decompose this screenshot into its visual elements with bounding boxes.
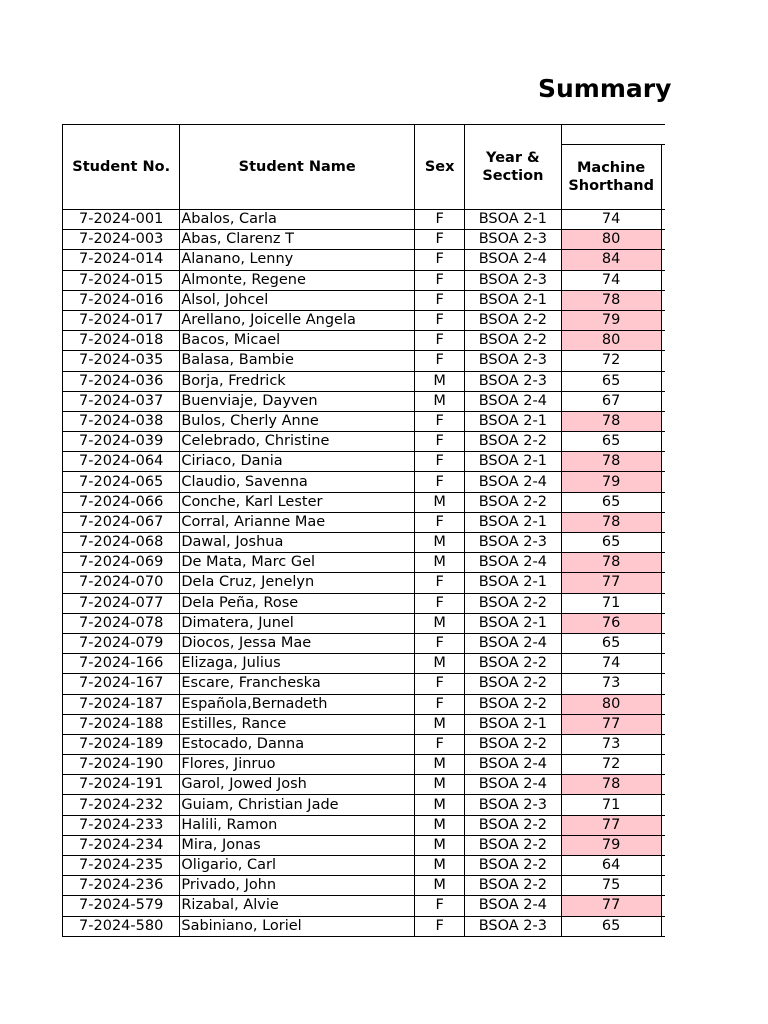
cell-next-column[interactable] [661, 391, 665, 411]
cell-student-no[interactable]: 7-2024-038 [63, 411, 180, 431]
cell-student-name[interactable]: Oligario, Carl [180, 856, 415, 876]
cell-year-section[interactable]: BSOA 2-2 [465, 654, 561, 674]
cell-sex[interactable]: F [415, 351, 465, 371]
cell-machine-shorthand[interactable]: 77 [561, 815, 661, 835]
cell-next-column[interactable] [661, 371, 665, 391]
cell-sex[interactable]: M [415, 755, 465, 775]
cell-student-name[interactable]: Rizabal, Alvie [180, 896, 415, 916]
cell-year-section[interactable]: BSOA 2-2 [465, 674, 561, 694]
cell-year-section[interactable]: BSOA 2-2 [465, 856, 561, 876]
cell-student-name[interactable]: Española,Bernadeth [180, 694, 415, 714]
cell-year-section[interactable]: BSOA 2-2 [465, 492, 561, 512]
cell-sex[interactable]: F [415, 573, 465, 593]
cell-next-column[interactable] [661, 734, 665, 754]
cell-next-column[interactable] [661, 452, 665, 472]
cell-sex[interactable]: F [415, 230, 465, 250]
cell-sex[interactable]: M [415, 775, 465, 795]
cell-student-name[interactable]: Abalos, Carla [180, 210, 415, 230]
cell-machine-shorthand[interactable]: 67 [561, 391, 661, 411]
col-header-student-name[interactable]: Student Name [180, 125, 415, 210]
cell-year-section[interactable]: BSOA 2-4 [465, 896, 561, 916]
cell-sex[interactable]: F [415, 290, 465, 310]
cell-sex[interactable]: F [415, 331, 465, 351]
cell-student-name[interactable]: Borja, Fredrick [180, 371, 415, 391]
cell-year-section[interactable]: BSOA 2-4 [465, 755, 561, 775]
cell-student-name[interactable]: Sabiniano, Loriel [180, 916, 415, 936]
cell-machine-shorthand[interactable]: 65 [561, 533, 661, 553]
table-row[interactable] [63, 250, 666, 270]
cell-student-no[interactable]: 7-2024-580 [63, 916, 180, 936]
cell-sex[interactable]: F [415, 916, 465, 936]
col-header-machine-shorthand[interactable] [561, 145, 661, 210]
cell-student-name[interactable]: Celebrado, Christine [180, 432, 415, 452]
cell-year-section[interactable]: BSOA 2-1 [465, 714, 561, 734]
cell-year-section[interactable]: BSOA 2-2 [465, 734, 561, 754]
cell-student-name[interactable]: Halili, Ramon [180, 815, 415, 835]
cell-next-column[interactable] [661, 795, 665, 815]
cell-student-no[interactable]: 7-2024-068 [63, 533, 180, 553]
cell-student-name[interactable]: Estocado, Danna [180, 734, 415, 754]
cell-machine-shorthand[interactable]: 80 [561, 230, 661, 250]
cell-machine-shorthand[interactable]: 73 [561, 734, 661, 754]
cell-student-name[interactable]: Estilles, Rance [180, 714, 415, 734]
cell-machine-shorthand[interactable]: 73 [561, 674, 661, 694]
table-row[interactable] [63, 411, 666, 431]
cell-sex[interactable]: M [415, 553, 465, 573]
cell-student-name[interactable]: Abas, Clarenz T [180, 230, 415, 250]
cell-student-name[interactable]: Elizaga, Julius [180, 654, 415, 674]
cell-machine-shorthand[interactable]: 74 [561, 270, 661, 290]
cell-sex[interactable]: F [415, 452, 465, 472]
table-row[interactable] [63, 633, 666, 653]
cell-next-column[interactable] [661, 512, 665, 532]
cell-next-column[interactable] [661, 916, 665, 936]
cell-student-no[interactable]: 7-2024-003 [63, 230, 180, 250]
cell-machine-shorthand[interactable]: 78 [561, 290, 661, 310]
cell-student-no[interactable]: 7-2024-070 [63, 573, 180, 593]
table-row[interactable] [63, 210, 666, 230]
cell-year-section[interactable]: BSOA 2-1 [465, 210, 561, 230]
cell-machine-shorthand[interactable]: 65 [561, 916, 661, 936]
cell-student-no[interactable]: 7-2024-236 [63, 876, 180, 896]
cell-student-no[interactable]: 7-2024-039 [63, 432, 180, 452]
cell-student-no[interactable]: 7-2024-065 [63, 472, 180, 492]
table-row[interactable] [63, 391, 666, 411]
cell-student-no[interactable]: 7-2024-037 [63, 391, 180, 411]
cell-year-section[interactable]: BSOA 2-1 [465, 613, 561, 633]
cell-student-no[interactable]: 7-2024-017 [63, 310, 180, 330]
cell-sex[interactable]: M [415, 492, 465, 512]
cell-student-no[interactable]: 7-2024-014 [63, 250, 180, 270]
cell-student-no[interactable]: 7-2024-067 [63, 512, 180, 532]
table-row[interactable] [63, 432, 666, 452]
cell-year-section[interactable]: BSOA 2-1 [465, 452, 561, 472]
cell-next-column[interactable] [661, 633, 665, 653]
cell-student-name[interactable]: Dela Cruz, Jenelyn [180, 573, 415, 593]
cell-machine-shorthand[interactable]: 77 [561, 896, 661, 916]
cell-sex[interactable]: M [415, 876, 465, 896]
machine-shorthand-label: Machine Shorthand [568, 160, 654, 194]
cell-machine-shorthand[interactable]: 71 [561, 593, 661, 613]
cell-student-name[interactable]: Escare, Francheska [180, 674, 415, 694]
table-row[interactable] [63, 310, 666, 330]
cell-next-column[interactable] [661, 856, 665, 876]
cell-machine-shorthand[interactable]: 72 [561, 351, 661, 371]
cell-student-no[interactable]: 7-2024-189 [63, 734, 180, 754]
cell-student-name[interactable]: Mira, Jonas [180, 835, 415, 855]
cell-student-name[interactable]: Dela Peña, Rose [180, 593, 415, 613]
cell-machine-shorthand[interactable]: 75 [561, 876, 661, 896]
cell-student-no[interactable]: 7-2024-018 [63, 331, 180, 351]
cell-next-column[interactable] [661, 573, 665, 593]
table-row[interactable] [63, 270, 666, 290]
cell-sex[interactable]: M [415, 856, 465, 876]
table-row[interactable] [63, 230, 666, 250]
cell-student-name[interactable]: Bacos, Micael [180, 331, 415, 351]
cell-next-column[interactable] [661, 331, 665, 351]
cell-student-no[interactable]: 7-2024-233 [63, 815, 180, 835]
cell-machine-shorthand[interactable]: 78 [561, 411, 661, 431]
cell-machine-shorthand[interactable]: 80 [561, 694, 661, 714]
year-section-label: Year & Section [482, 150, 544, 184]
cell-student-name[interactable]: Buenviaje, Dayven [180, 391, 415, 411]
table-row[interactable] [63, 492, 666, 512]
cell-sex[interactable]: F [415, 593, 465, 613]
cell-year-section[interactable]: BSOA 2-2 [465, 593, 561, 613]
cell-student-no[interactable]: 7-2024-077 [63, 593, 180, 613]
subject-group-header[interactable] [561, 125, 665, 145]
cell-next-column[interactable] [661, 835, 665, 855]
table-row[interactable] [63, 896, 666, 916]
cell-sex[interactable]: F [415, 734, 465, 754]
table-row[interactable] [63, 533, 666, 553]
cell-next-column[interactable] [661, 411, 665, 431]
cell-machine-shorthand[interactable]: 78 [561, 775, 661, 795]
cell-next-column[interactable] [661, 775, 665, 795]
cell-year-section[interactable]: BSOA 2-1 [465, 573, 561, 593]
cell-year-section[interactable]: BSOA 2-2 [465, 432, 561, 452]
cell-sex[interactable]: F [415, 432, 465, 452]
cell-machine-shorthand[interactable]: 84 [561, 250, 661, 270]
cell-machine-shorthand[interactable]: 77 [561, 714, 661, 734]
cell-next-column[interactable] [661, 230, 665, 250]
cell-year-section[interactable]: BSOA 2-4 [465, 775, 561, 795]
cell-sex[interactable]: F [415, 896, 465, 916]
cell-year-section[interactable]: BSOA 2-4 [465, 472, 561, 492]
table-row[interactable] [63, 734, 666, 754]
cell-year-section[interactable]: BSOA 2-3 [465, 533, 561, 553]
cell-student-name[interactable]: Dimatera, Junel [180, 613, 415, 633]
table-row[interactable] [63, 815, 666, 835]
cell-student-name[interactable]: Bulos, Cherly Anne [180, 411, 415, 431]
cell-machine-shorthand[interactable]: 65 [561, 633, 661, 653]
cell-year-section[interactable]: BSOA 2-2 [465, 331, 561, 351]
cell-student-no[interactable]: 7-2024-001 [63, 210, 180, 230]
cell-sex[interactable]: M [415, 654, 465, 674]
cell-sex[interactable]: M [415, 613, 465, 633]
cell-student-name[interactable]: Alsol, Johcel [180, 290, 415, 310]
cell-student-no[interactable]: 7-2024-064 [63, 452, 180, 472]
cell-sex[interactable]: F [415, 633, 465, 653]
cell-sex[interactable]: F [415, 210, 465, 230]
cell-sex[interactable]: F [415, 472, 465, 492]
table-row[interactable] [63, 775, 666, 795]
cell-year-section[interactable]: BSOA 2-4 [465, 553, 561, 573]
table-row[interactable] [63, 290, 666, 310]
cell-student-no[interactable]: 7-2024-579 [63, 896, 180, 916]
cell-student-name[interactable]: Corral, Arianne Mae [180, 512, 415, 532]
cell-next-column[interactable] [661, 310, 665, 330]
cell-next-column[interactable] [661, 351, 665, 371]
cell-student-no[interactable]: 7-2024-016 [63, 290, 180, 310]
cell-next-column[interactable] [661, 613, 665, 633]
cell-student-name[interactable]: Balasa, Bambie [180, 351, 415, 371]
cell-next-column[interactable] [661, 755, 665, 775]
cell-year-section[interactable]: BSOA 2-3 [465, 351, 561, 371]
cell-next-column[interactable] [661, 553, 665, 573]
page-title: Summary [538, 74, 672, 103]
table-row[interactable] [63, 755, 666, 775]
cell-next-column[interactable] [661, 250, 665, 270]
cell-next-column[interactable] [661, 714, 665, 734]
cell-student-name[interactable]: Dawal, Joshua [180, 533, 415, 553]
cell-sex[interactable]: M [415, 815, 465, 835]
cell-year-section[interactable]: BSOA 2-2 [465, 310, 561, 330]
cell-next-column[interactable] [661, 674, 665, 694]
cell-machine-shorthand[interactable]: 79 [561, 310, 661, 330]
cell-sex[interactable]: F [415, 694, 465, 714]
cell-student-name[interactable]: Almonte, Regene [180, 270, 415, 290]
cell-sex[interactable]: F [415, 270, 465, 290]
cell-year-section[interactable]: BSOA 2-1 [465, 411, 561, 431]
table-row[interactable] [63, 331, 666, 351]
cell-year-section[interactable]: BSOA 2-2 [465, 876, 561, 896]
table-row[interactable] [63, 654, 666, 674]
cell-student-no[interactable]: 7-2024-069 [63, 553, 180, 573]
cell-sex[interactable]: M [415, 835, 465, 855]
cell-sex[interactable]: M [415, 391, 465, 411]
cell-next-column[interactable] [661, 876, 665, 896]
cell-student-name[interactable]: Flores, Jinruo [180, 755, 415, 775]
cell-student-name[interactable]: Guiam, Christian Jade [180, 795, 415, 815]
cell-machine-shorthand[interactable]: 78 [561, 452, 661, 472]
table-row[interactable] [63, 795, 666, 815]
cell-year-section[interactable]: BSOA 2-2 [465, 835, 561, 855]
cell-machine-shorthand[interactable]: 77 [561, 573, 661, 593]
cell-year-section[interactable]: BSOA 2-4 [465, 391, 561, 411]
cell-year-section[interactable]: BSOA 2-3 [465, 916, 561, 936]
cell-year-section[interactable]: BSOA 2-4 [465, 250, 561, 270]
cell-student-no[interactable]: 7-2024-036 [63, 371, 180, 391]
cell-next-column[interactable] [661, 654, 665, 674]
cell-student-no[interactable]: 7-2024-187 [63, 694, 180, 714]
table-row[interactable] [63, 371, 666, 391]
cell-year-section[interactable]: BSOA 2-2 [465, 815, 561, 835]
table-row[interactable] [63, 856, 666, 876]
table-row[interactable] [63, 351, 666, 371]
table-row[interactable] [63, 835, 666, 855]
cell-next-column[interactable] [661, 815, 665, 835]
table-row[interactable] [63, 876, 666, 896]
cell-machine-shorthand[interactable]: 65 [561, 371, 661, 391]
cell-student-name[interactable]: Privado, John [180, 876, 415, 896]
col-header-next[interactable] [661, 145, 665, 210]
table-row[interactable] [63, 472, 666, 492]
cell-sex[interactable]: M [415, 371, 465, 391]
cell-sex[interactable]: M [415, 714, 465, 734]
table-body [63, 210, 666, 937]
cell-machine-shorthand[interactable]: 64 [561, 856, 661, 876]
cell-next-column[interactable] [661, 896, 665, 916]
cell-student-name[interactable]: Claudio, Savenna [180, 472, 415, 492]
cell-machine-shorthand[interactable]: 78 [561, 512, 661, 532]
cell-student-no[interactable]: 7-2024-066 [63, 492, 180, 512]
table-row[interactable] [63, 613, 666, 633]
table-row[interactable] [63, 573, 666, 593]
col-header-student-no[interactable]: Student No. [63, 125, 180, 210]
table-row[interactable] [63, 714, 666, 734]
grades-table [62, 124, 665, 937]
cell-year-section[interactable]: BSOA 2-3 [465, 371, 561, 391]
cell-sex[interactable]: F [415, 310, 465, 330]
cell-student-no[interactable]: 7-2024-190 [63, 755, 180, 775]
cell-student-no[interactable]: 7-2024-234 [63, 835, 180, 855]
cell-machine-shorthand[interactable]: 71 [561, 795, 661, 815]
table-row[interactable] [63, 916, 666, 936]
cell-machine-shorthand[interactable]: 80 [561, 331, 661, 351]
cell-sex[interactable]: F [415, 411, 465, 431]
table-row[interactable] [63, 553, 666, 573]
cell-year-section[interactable]: BSOA 2-3 [465, 795, 561, 815]
cell-next-column[interactable] [661, 533, 665, 553]
cell-student-name[interactable]: Alanano, Lenny [180, 250, 415, 270]
table-row[interactable] [63, 452, 666, 472]
cell-student-name[interactable]: Diocos, Jessa Mae [180, 633, 415, 653]
cell-next-column[interactable] [661, 270, 665, 290]
cell-machine-shorthand[interactable]: 65 [561, 492, 661, 512]
cell-machine-shorthand[interactable]: 76 [561, 613, 661, 633]
cell-next-column[interactable] [661, 472, 665, 492]
cell-sex[interactable]: M [415, 533, 465, 553]
cell-student-name[interactable]: Garol, Jowed Josh [180, 775, 415, 795]
cell-student-no[interactable]: 7-2024-079 [63, 633, 180, 653]
cell-student-no[interactable]: 7-2024-015 [63, 270, 180, 290]
cell-machine-shorthand[interactable]: 79 [561, 472, 661, 492]
col-header-year-section[interactable] [465, 125, 561, 210]
cell-student-name[interactable]: Arellano, Joicelle Angela [180, 310, 415, 330]
cell-student-name[interactable]: De Mata, Marc Gel [180, 553, 415, 573]
cell-machine-shorthand[interactable]: 78 [561, 553, 661, 573]
cell-year-section[interactable]: BSOA 2-3 [465, 230, 561, 250]
cell-sex[interactable]: F [415, 250, 465, 270]
col-header-sex[interactable]: Sex [415, 125, 465, 210]
table-row[interactable] [63, 593, 666, 613]
cell-machine-shorthand[interactable]: 74 [561, 654, 661, 674]
header-row-top [63, 125, 666, 145]
cell-next-column[interactable] [661, 492, 665, 512]
cell-next-column[interactable] [661, 432, 665, 452]
cell-machine-shorthand[interactable]: 65 [561, 432, 661, 452]
cell-student-no[interactable]: 7-2024-235 [63, 856, 180, 876]
cell-student-no[interactable]: 7-2024-166 [63, 654, 180, 674]
cell-sex[interactable]: M [415, 795, 465, 815]
cell-year-section[interactable]: BSOA 2-4 [465, 633, 561, 653]
cell-machine-shorthand[interactable]: 79 [561, 835, 661, 855]
cell-year-section[interactable]: BSOA 2-3 [465, 270, 561, 290]
cell-student-no[interactable]: 7-2024-167 [63, 674, 180, 694]
cell-year-section[interactable]: BSOA 2-2 [465, 694, 561, 714]
cell-next-column[interactable] [661, 210, 665, 230]
cell-next-column[interactable] [661, 290, 665, 310]
cell-student-no[interactable]: 7-2024-191 [63, 775, 180, 795]
cell-machine-shorthand[interactable]: 72 [561, 755, 661, 775]
table-row[interactable] [63, 694, 666, 714]
cell-next-column[interactable] [661, 694, 665, 714]
cell-student-no[interactable]: 7-2024-078 [63, 613, 180, 633]
cell-year-section[interactable]: BSOA 2-1 [465, 512, 561, 532]
table-row[interactable] [63, 674, 666, 694]
cell-student-no[interactable]: 7-2024-188 [63, 714, 180, 734]
cell-next-column[interactable] [661, 593, 665, 613]
cell-student-no[interactable]: 7-2024-232 [63, 795, 180, 815]
cell-sex[interactable]: F [415, 512, 465, 532]
cell-student-name[interactable]: Conche, Karl Lester [180, 492, 415, 512]
table-row[interactable] [63, 512, 666, 532]
cell-machine-shorthand[interactable]: 74 [561, 210, 661, 230]
cell-year-section[interactable]: BSOA 2-1 [465, 290, 561, 310]
cell-student-no[interactable]: 7-2024-035 [63, 351, 180, 371]
cell-student-name[interactable]: Ciriaco, Dania [180, 452, 415, 472]
cell-sex[interactable]: F [415, 674, 465, 694]
